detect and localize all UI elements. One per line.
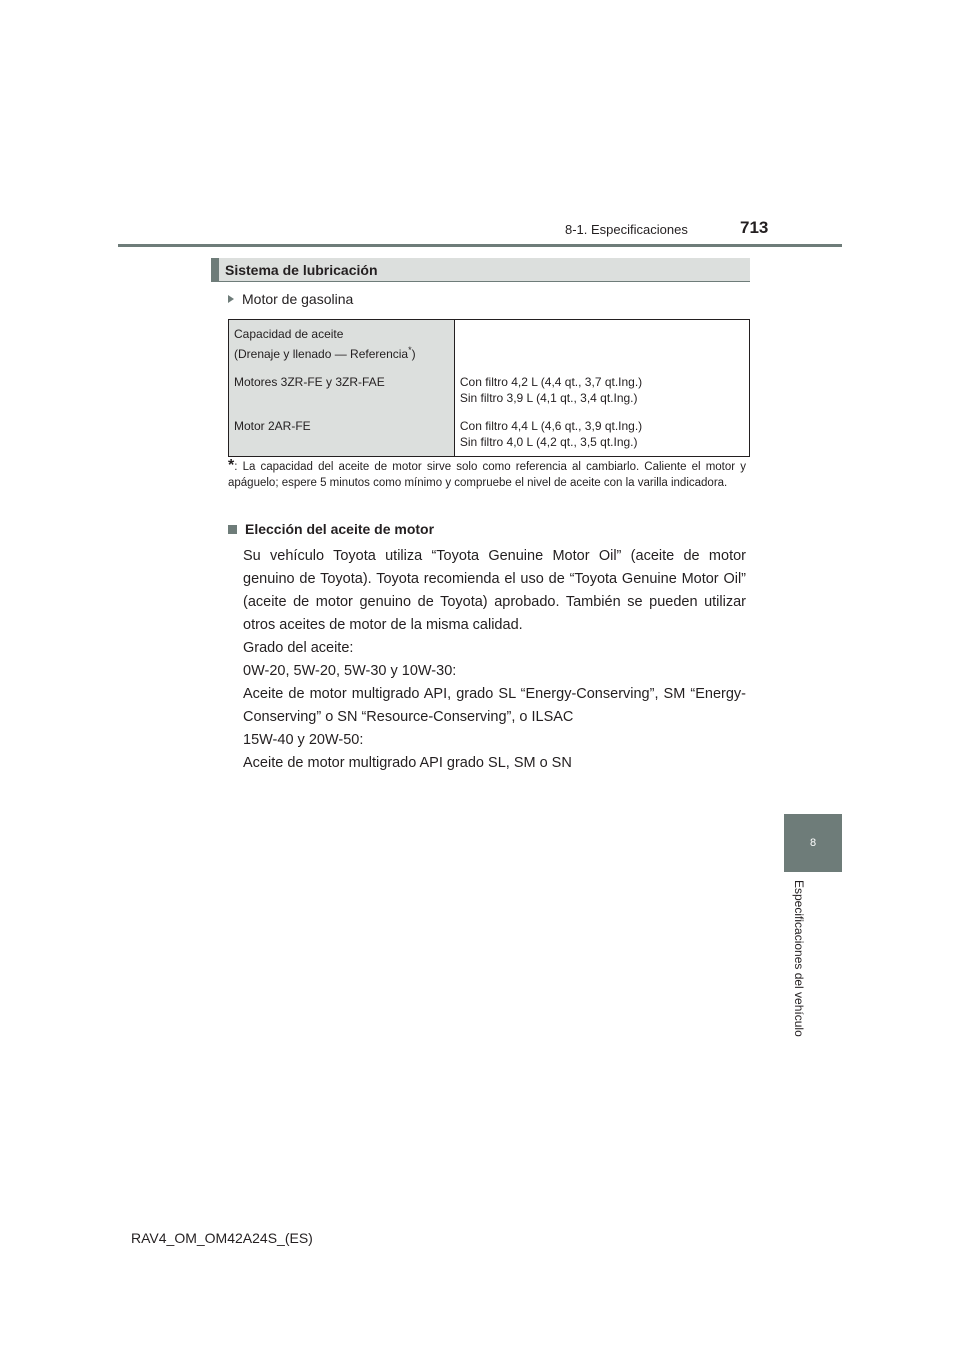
- triangle-bullet-icon: [228, 295, 234, 303]
- table-row: [229, 412, 750, 457]
- footnote-star: *: [228, 457, 235, 474]
- footnote-text: : La capacidad del aceite de motor sirve solo como referencia al cambiarlo. Caliente el motor y apáguelo; espere 5 minutos como mínimo y compruebe el nivel de aceite con la varilla indicadora.: [228, 461, 746, 489]
- subsection-title: Elección del aceite de motor: [245, 521, 435, 537]
- table-header-row: [229, 320, 750, 369]
- section-label: 8-1. Especificaciones: [565, 222, 688, 237]
- with-filter-value: Con filtro 4,2 L (4,4 qt., 3,7 qt.Ing.): [459, 375, 643, 389]
- section-header: [211, 258, 750, 282]
- chapter-tab: [784, 814, 842, 872]
- engine-name: Motores 3ZR-FE y 3ZR-FAE: [234, 375, 385, 389]
- engine-type-label: Motor de gasolina: [242, 291, 354, 307]
- grade-label: Grado del aceite:: [243, 640, 354, 656]
- chapter-number: 8: [809, 837, 817, 849]
- chapter-label-text: Especificaciones del vehículo: [792, 880, 806, 1037]
- engine-type-bullet: [228, 291, 353, 307]
- subsection-heading: [228, 521, 434, 537]
- grade1-block: [243, 660, 746, 729]
- engine-name: Motor 2AR-FE: [234, 419, 311, 433]
- document-code: RAV4_OM_OM42A24S_(ES): [131, 1230, 313, 1246]
- without-filter-value: Sin filtro 3,9 L (4,1 qt., 3,4 qt.Ing.): [459, 391, 638, 405]
- section-title: Sistema de lubricación: [225, 262, 378, 278]
- chapter-side-label: [790, 880, 808, 1050]
- header-line2: (Drenaje y llenado — Referencia: [234, 347, 409, 361]
- page-number: 713: [740, 218, 769, 237]
- header-close: ): [411, 347, 416, 361]
- without-filter-value: Sin filtro 4,0 L (4,2 qt., 3,5 qt.Ing.): [459, 435, 638, 449]
- table-row: [229, 368, 750, 412]
- header-line1: Capacidad de aceite: [234, 327, 344, 341]
- table-header-cell: [229, 320, 455, 369]
- grade2-desc: Aceite de motor multigrado API grado SL, SM o SN: [243, 755, 572, 771]
- grade1-desc: Aceite de motor multigrado API, grado SL “Energy-Conserving”, SM “Energy-Conserving” o SN “Resource-Conserving”, o ILSAC: [243, 686, 746, 725]
- table-header-empty-cell: [454, 320, 749, 369]
- header-star: *: [408, 345, 412, 355]
- with-filter-value: Con filtro 4,4 L (4,6 qt., 3,9 qt.Ing.): [459, 419, 643, 433]
- oil-capacity-table: [228, 319, 750, 457]
- header-rule: [118, 244, 842, 247]
- intro-paragraph: Su vehículo Toyota utiliza “Toyota Genuine Motor Oil” (aceite de motor genuino de Toyota). Toyota recomienda el uso de “Toyota Genuine Motor Oil” (aceite de motor genuino de Toyota) aprobado. También se pueden utilizar otros aceites de motor de la misma calidad.: [243, 548, 746, 633]
- grade1-title: 0W-20, 5W-20, 5W-30 y 10W-30:: [243, 663, 457, 679]
- grade2-title: 15W-40 y 20W-50:: [243, 732, 364, 748]
- grade2-block: [243, 729, 746, 775]
- square-bullet-icon: [228, 525, 237, 534]
- footnote: [228, 458, 746, 491]
